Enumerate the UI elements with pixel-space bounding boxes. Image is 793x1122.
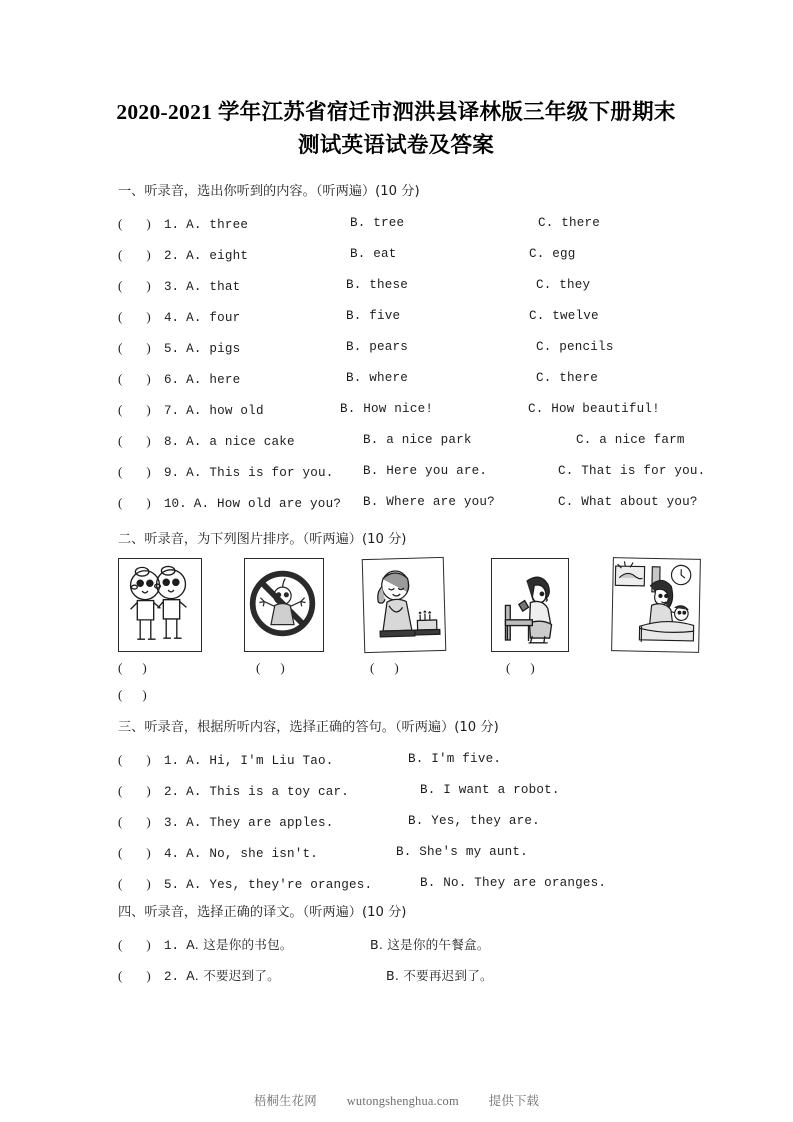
prohibition-sign-illustration [245, 559, 320, 648]
question-number: 8. [164, 435, 180, 449]
question-row[interactable] [118, 239, 698, 270]
option-c[interactable]: C. twelve [529, 309, 599, 323]
option-b[interactable]: B. five [346, 309, 401, 323]
footer-brand: 梧桐生花网 [253, 1093, 317, 1108]
option-c[interactable]: C. there [538, 216, 601, 230]
picture-answer-row-1 [118, 654, 698, 681]
answer-bracket[interactable]: ( ) [506, 660, 535, 675]
mother-waking-child-illustration [612, 558, 697, 649]
answer-bracket[interactable]: ( ) [118, 814, 151, 829]
option-c[interactable]: C. What about you? [558, 495, 698, 509]
question-number: 10. [164, 497, 187, 511]
section-three-heading: 三、听录音，根据所听内容，选择正确的答句。（听两遍）(10 分) [118, 720, 499, 735]
answer-bracket[interactable]: ( ) [118, 495, 151, 510]
answer-bracket[interactable]: ( ) [118, 433, 151, 448]
question-number: 7. [164, 404, 180, 418]
option-c[interactable]: C. That is for you. [558, 464, 706, 478]
title-line-2: 测试英语试卷及答案 [297, 133, 495, 157]
option-b[interactable]: B. where [346, 371, 409, 385]
question-number: 4. [164, 311, 180, 325]
option-a[interactable]: A. four [186, 311, 241, 325]
section-two-heading: 二、听录音，为下列图片排序。（听两遍）(10 分) [118, 532, 407, 547]
question-number: 6. [164, 373, 180, 387]
picture-boy-sitting-on-chair[interactable] [491, 558, 569, 652]
option-a[interactable]: A. eight [186, 249, 249, 263]
question-number: 2. [164, 970, 180, 984]
option-a[interactable]: A. a nice cake [186, 435, 295, 449]
picture-no-standing-prohibited[interactable] [244, 558, 324, 652]
option-b[interactable]: B. She's my aunt. [396, 845, 528, 859]
page-title [96, 96, 696, 162]
question-number: 5. [164, 878, 180, 892]
section-three [118, 718, 698, 899]
answer-bracket[interactable]: ( ) [118, 845, 151, 860]
answer-bracket[interactable]: ( ) [118, 876, 151, 891]
question-row[interactable] [118, 208, 698, 239]
exam-content [118, 182, 706, 991]
question-number: 2. [164, 249, 180, 263]
question-row[interactable] [118, 487, 698, 518]
picture-two-children-talking[interactable] [118, 558, 202, 652]
footer-watermark [0, 1091, 793, 1109]
footer-note: 提供下载 [488, 1093, 540, 1108]
question-row[interactable] [118, 270, 698, 301]
answer-bracket[interactable]: ( ) [256, 660, 285, 675]
option-a[interactable]: A. that [186, 280, 241, 294]
option-c[interactable]: C. a nice farm [576, 433, 685, 447]
question-number: 1. [164, 218, 180, 232]
option-c[interactable]: C. How beautiful! [528, 402, 660, 416]
option-a[interactable]: A. three [186, 218, 249, 232]
option-b[interactable]: B. pears [346, 340, 409, 354]
question-number: 3. [164, 816, 180, 830]
question-row[interactable] [118, 960, 698, 991]
answer-bracket[interactable]: ( ) [118, 309, 151, 324]
question-number: 3. [164, 280, 180, 294]
option-b[interactable]: B. How nice! [340, 402, 434, 416]
footer-site: wutongshenghua.com [346, 1094, 459, 1108]
option-b[interactable]: B. No. They are oranges. [420, 876, 607, 890]
answer-bracket[interactable]: ( ) [118, 937, 151, 952]
option-a[interactable]: A. This is for you. [186, 466, 334, 480]
question-number: 1. [164, 754, 180, 768]
answer-bracket[interactable]: ( ) [118, 968, 151, 983]
answer-bracket[interactable]: ( ) [118, 687, 147, 702]
option-b[interactable]: B. Here you are. [363, 464, 488, 478]
option-a[interactable]: A. This is a toy car. [186, 785, 350, 799]
option-a[interactable]: A. Hi, I'm Liu Tao. [186, 754, 334, 768]
answer-bracket[interactable]: ( ) [118, 247, 151, 262]
section-one-heading: 一、听录音，选出你听到的内容。（听两遍）(10 分) [118, 184, 420, 199]
question-row[interactable] [118, 456, 706, 487]
section-one [118, 182, 706, 518]
option-a[interactable]: A. No, she isn't. [186, 847, 319, 861]
option-b[interactable]: B. Where are you? [363, 495, 495, 509]
question-number: 4. [164, 847, 180, 861]
picture-mother-waking-child[interactable] [611, 557, 701, 653]
question-row[interactable] [118, 806, 698, 837]
option-b[interactable]: B. Yes, they are. [408, 814, 540, 828]
option-b[interactable]: B. I'm five. [408, 752, 502, 766]
question-number: 2. [164, 785, 180, 799]
option-a[interactable]: A. here [186, 373, 241, 387]
option-a[interactable]: A. 这是你的书包。 [186, 937, 293, 952]
question-row[interactable] [118, 363, 698, 394]
question-row[interactable] [118, 394, 698, 425]
option-c[interactable]: C. they [536, 278, 591, 292]
girl-birthday-cake-illustration [363, 558, 442, 649]
question-row[interactable] [118, 301, 698, 332]
picture-girl-with-birthday-cake[interactable] [362, 557, 447, 653]
option-a[interactable]: A. pigs [186, 342, 241, 356]
question-number: 5. [164, 342, 180, 356]
option-c[interactable]: C. there [536, 371, 599, 385]
question-row[interactable] [118, 837, 698, 868]
option-a[interactable]: A. 不要迟到了。 [186, 968, 280, 983]
question-number: 9. [164, 466, 180, 480]
answer-bracket[interactable]: ( ) [370, 660, 399, 675]
answer-bracket[interactable]: ( ) [118, 783, 151, 798]
answer-bracket[interactable]: ( ) [118, 371, 151, 386]
option-b[interactable]: B. 不要再迟到了。 [386, 968, 493, 983]
section-four-heading: 四、听录音，选择正确的译文。（听两遍）(10 分) [118, 905, 407, 920]
answer-bracket[interactable]: ( ) [118, 402, 151, 417]
answer-bracket[interactable]: ( ) [118, 752, 151, 767]
answer-bracket[interactable]: ( ) [118, 464, 151, 479]
answer-bracket[interactable]: ( ) [118, 216, 151, 231]
two-children-talking-illustration [119, 559, 198, 648]
answer-bracket[interactable]: ( ) [118, 660, 147, 675]
option-b[interactable]: B. these [346, 278, 409, 292]
boy-sitting-chair-illustration [492, 559, 565, 648]
question-row[interactable] [118, 868, 698, 899]
title-line-1: 2020-2021 学年江苏省宿迁市泗洪县译林版三年级下册期末 [116, 100, 676, 124]
picture-answer-row-2 [118, 681, 698, 708]
section-four [118, 903, 698, 991]
option-a[interactable]: A. How old are you? [193, 497, 342, 511]
picture-ordering-strip [118, 558, 698, 654]
answer-bracket[interactable]: ( ) [118, 340, 151, 355]
option-b[interactable]: B. tree [350, 216, 405, 230]
option-b[interactable]: B. 这是你的午餐盒。 [370, 937, 490, 952]
answer-bracket[interactable]: ( ) [118, 278, 151, 293]
option-c[interactable]: C. egg [529, 247, 576, 261]
question-row[interactable] [118, 425, 698, 456]
option-b[interactable]: B. I want a robot. [420, 783, 560, 797]
option-c[interactable]: C. pencils [536, 340, 614, 354]
option-b[interactable]: B. a nice park [363, 433, 472, 447]
question-number: 1. [164, 939, 180, 953]
question-row[interactable] [118, 332, 698, 363]
option-b[interactable]: B. eat [350, 247, 397, 261]
question-row[interactable] [118, 744, 698, 775]
question-row[interactable] [118, 929, 698, 960]
question-row[interactable] [118, 775, 698, 806]
option-a[interactable]: A. Yes, they're oranges. [186, 878, 373, 892]
section-two [118, 530, 698, 708]
option-a[interactable]: A. They are apples. [186, 816, 334, 830]
option-a[interactable]: A. how old [186, 404, 264, 418]
